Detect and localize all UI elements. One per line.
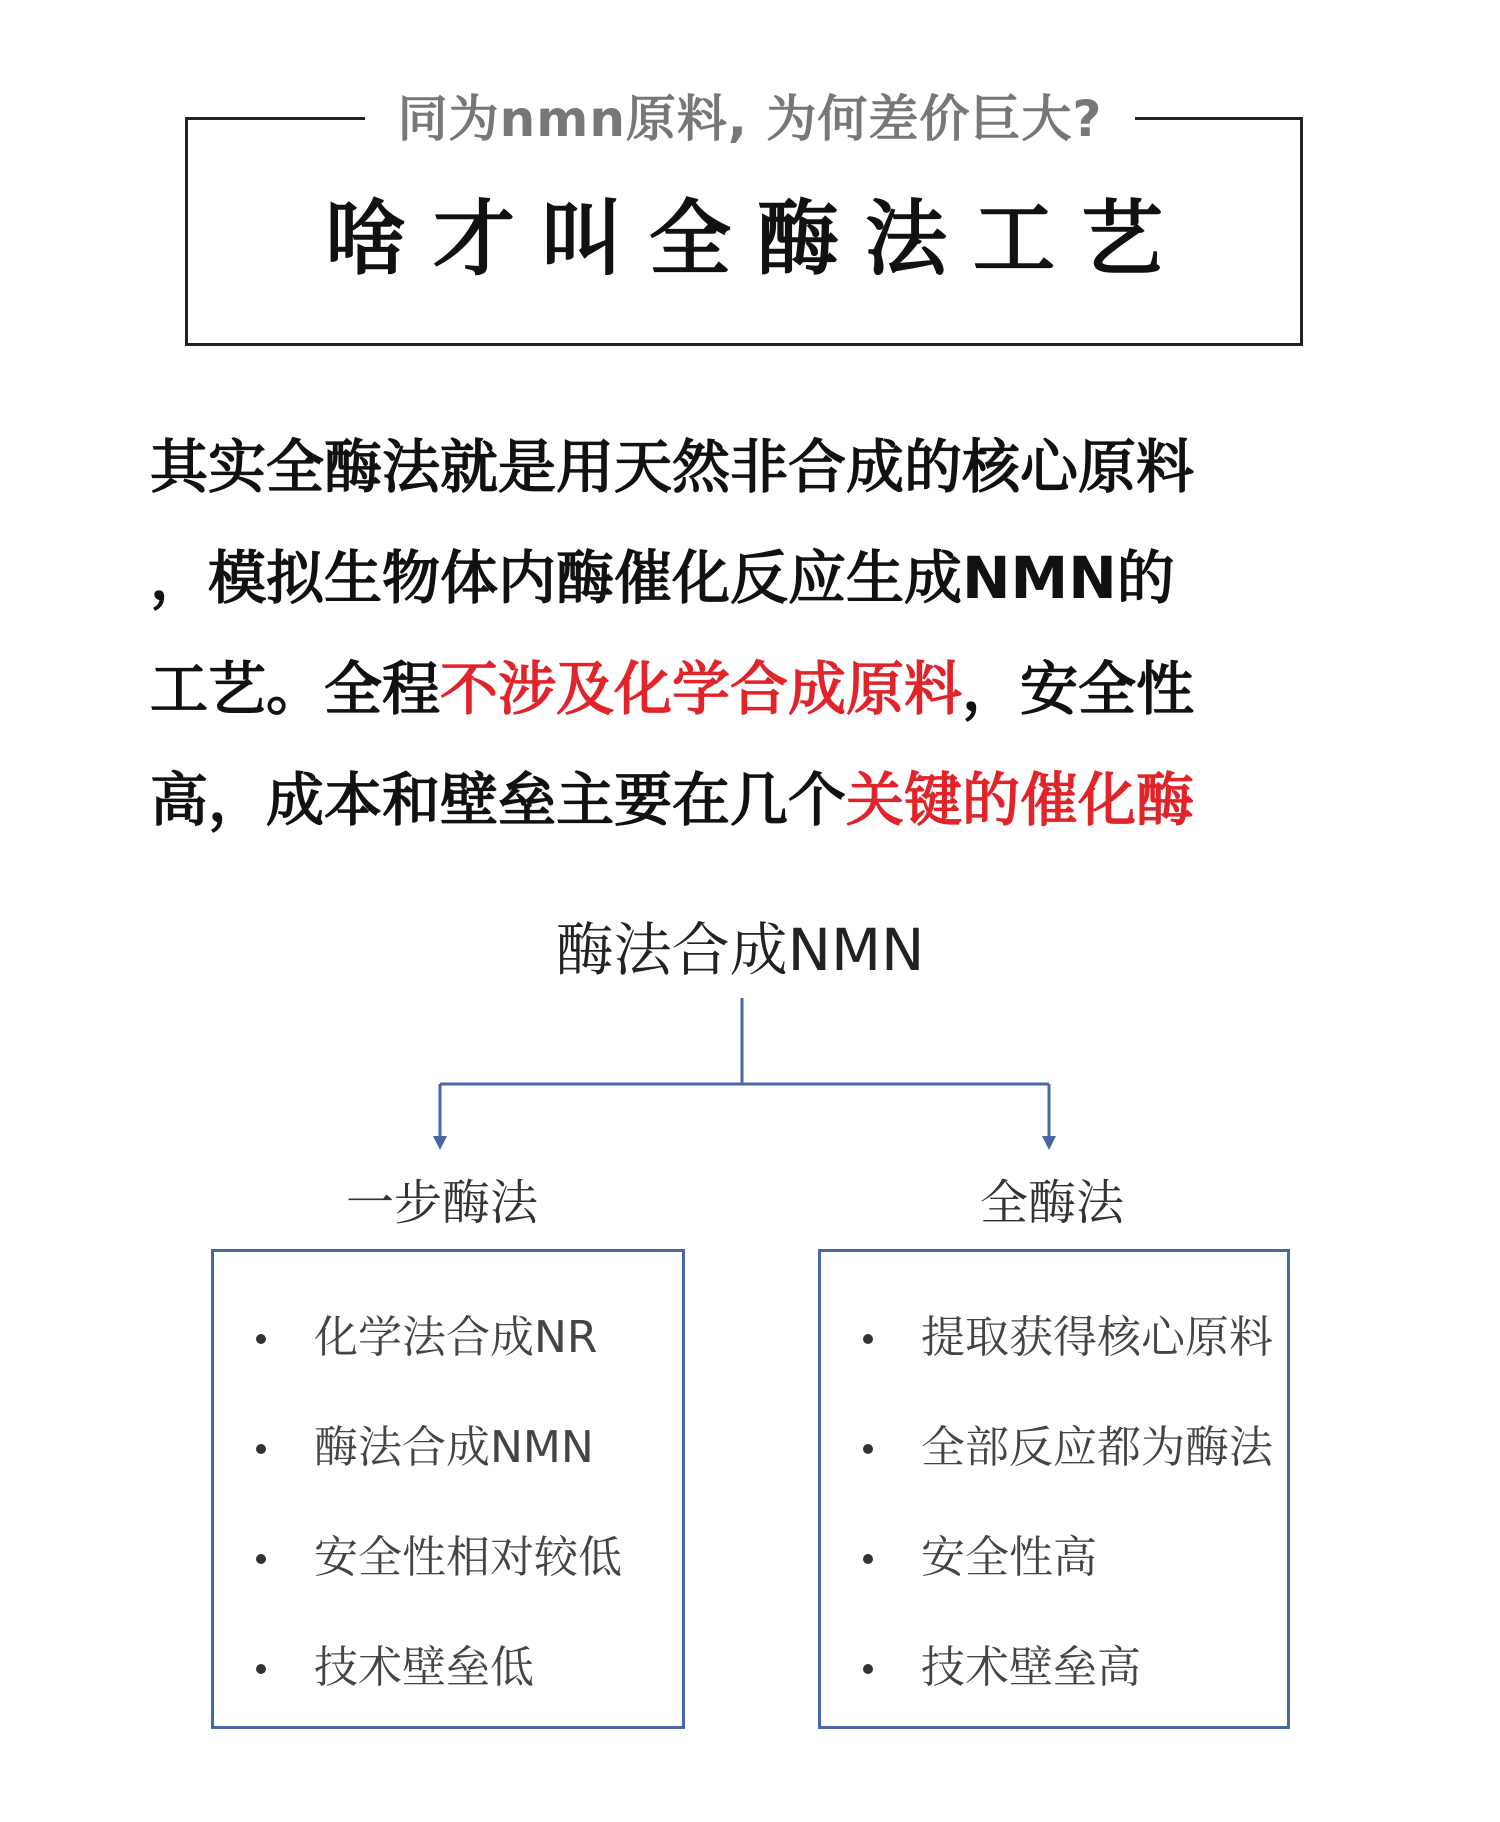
- arrow-down-icon: [433, 1136, 447, 1150]
- list-item-text: 安全性高: [921, 1532, 1097, 1583]
- highlight-text: 关键的催化酶: [846, 766, 1195, 834]
- list-item: [214, 1528, 684, 1588]
- list-item: [821, 1308, 1289, 1368]
- list-item-text: 技术壁垒高: [921, 1642, 1141, 1693]
- bullet-icon: [256, 1664, 266, 1674]
- branch-label-full-enzyme: 全酶法: [979, 1175, 1124, 1231]
- bullet-icon: [863, 1664, 873, 1674]
- paragraph-line-1: 其实全酶法就是用天然非合成的核心原料: [150, 433, 1195, 501]
- paragraph-text: 工艺。全程: [150, 655, 441, 723]
- bullet-icon: [256, 1554, 266, 1564]
- one-step-box: [211, 1249, 685, 1729]
- bullet-icon: [256, 1444, 266, 1454]
- paragraph-text: ，安全性: [962, 655, 1195, 723]
- paragraph-line-4: [150, 745, 1365, 856]
- intro-paragraph: [150, 412, 1365, 856]
- highlight-text: 不涉及化学合成原料: [440, 655, 963, 723]
- list-item-text: 安全性相对较低: [314, 1532, 622, 1583]
- list-item-text: 技术壁垒低: [314, 1642, 534, 1693]
- list-item-text: 酶法合成NMN: [314, 1422, 594, 1473]
- list-item-text: 全部反应都为酶法: [921, 1422, 1273, 1473]
- bullet-icon: [863, 1554, 873, 1564]
- list-item: [214, 1638, 684, 1698]
- paragraph-line-2: ，模拟生物体内酶催化反应生成NMN的: [150, 544, 1175, 612]
- list-item: [214, 1418, 684, 1478]
- title-subtitle: 同为nmn原料, 为何差价巨大?: [365, 84, 1135, 154]
- bullet-icon: [863, 1334, 873, 1344]
- branch-label-one-step: 一步酶法: [345, 1175, 538, 1231]
- bullet-icon: [256, 1334, 266, 1344]
- paragraph-line-3: [150, 634, 1365, 745]
- list-item-text: 化学法合成NR: [314, 1312, 598, 1363]
- list-item: [214, 1308, 684, 1368]
- list-item-text: 提取获得核心原料: [921, 1312, 1273, 1363]
- full-enzyme-box: [818, 1249, 1290, 1729]
- list-item: [821, 1638, 1289, 1698]
- arrow-down-icon: [1042, 1136, 1056, 1150]
- list-item: [821, 1418, 1289, 1478]
- list-item: [821, 1528, 1289, 1588]
- bullet-icon: [863, 1444, 873, 1454]
- paragraph-text: 高，成本和壁垒主要在几个: [150, 766, 847, 834]
- page-title: 啥才叫全酶法工艺: [324, 192, 1189, 287]
- diagram-root-label: 酶法合成NMN: [555, 916, 925, 984]
